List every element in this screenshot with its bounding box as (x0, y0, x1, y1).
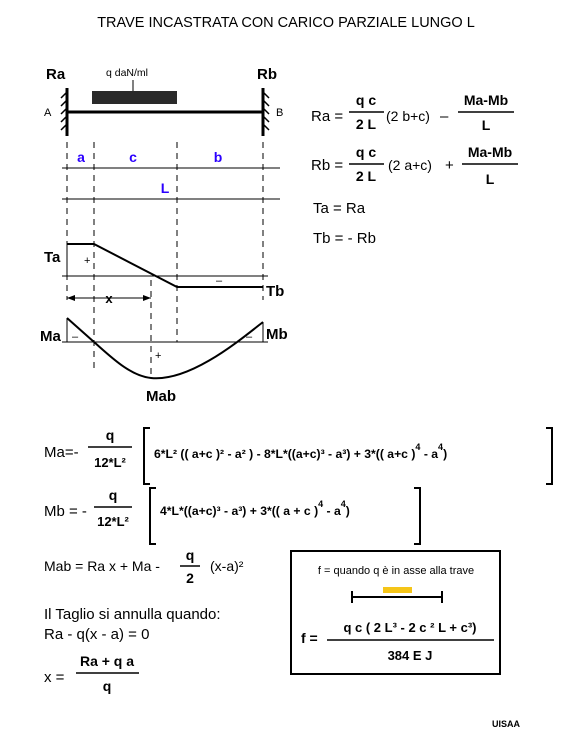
svg-text:2 L: 2 L (355, 168, 377, 184)
svg-text:q: q (108, 487, 118, 503)
svg-text:2 L: 2 L (355, 116, 377, 132)
svg-text:q: q (102, 678, 112, 694)
rb-label: Rb (257, 66, 277, 83)
ta-equation: Ta = Ra (313, 200, 366, 217)
svg-text:Rb =: Rb = (311, 157, 344, 174)
moment-minus-left: – (72, 331, 79, 343)
svg-text:Ra =: Ra = (311, 108, 344, 125)
svg-text:Ma=-: Ma=- (44, 444, 79, 461)
ta-label: Ta (44, 249, 61, 266)
svg-text:(x-a)²: (x-a)² (210, 558, 244, 574)
moment-plus: + (155, 350, 162, 362)
svg-text:+: + (445, 157, 454, 174)
svg-text:f =: f = (301, 630, 318, 646)
page-title: TRAVE INCASTRATA CON CARICO PARZIALE LUNGO L (97, 15, 475, 31)
distributed-load-bar (92, 91, 177, 104)
shear-plus: + (84, 255, 91, 267)
svg-text:(2 b+c): (2 b+c) (386, 108, 430, 124)
deflection-box (291, 551, 500, 674)
moment-minus-right: – (246, 331, 253, 343)
svg-text:x =: x = (44, 669, 65, 686)
mab-formula (44, 547, 244, 586)
svg-text:384 E J: 384 E J (387, 648, 433, 663)
mab-label: Mab (146, 388, 176, 405)
svg-text:L: L (481, 117, 491, 133)
x-formula (44, 653, 139, 694)
deflection-caption: f = quando q è in asse alla trave (317, 565, 475, 577)
mb-formula (44, 487, 420, 544)
shear-minus: – (216, 275, 223, 287)
svg-text:(2 a+c): (2 a+c) (388, 157, 432, 173)
svg-text:Mb = -: Mb = - (44, 503, 87, 520)
support-b-label: B (276, 107, 284, 119)
shear-curve (67, 244, 263, 287)
load-label: q daN/ml (106, 67, 149, 79)
ma-label: Ma (40, 328, 61, 345)
x-label: x (105, 291, 113, 306)
moment-curve (67, 318, 263, 378)
svg-text:L: L (485, 171, 495, 187)
svg-text:q: q (105, 427, 115, 443)
ra-label: Ra (46, 66, 66, 83)
shear-zero-title: Il Taglio si annulla quando: (44, 606, 221, 623)
svg-text:12*L²: 12*L² (94, 455, 126, 470)
segment-b-label: b (213, 149, 223, 165)
svg-text:q: q (185, 547, 195, 563)
support-a-label: A (44, 107, 52, 119)
deflection-load (383, 587, 412, 593)
fixed-support-right (263, 88, 269, 136)
svg-text:q c: q c (355, 92, 377, 108)
rb-formula (311, 144, 518, 187)
svg-text:–: – (440, 108, 449, 125)
segment-a-label: a (77, 149, 85, 165)
svg-text:12*L²: 12*L² (97, 514, 129, 529)
tb-label: Tb (266, 283, 285, 300)
segment-c-label: c (129, 149, 137, 165)
svg-text:Ma-Mb: Ma-Mb (463, 92, 509, 108)
svg-text:Mab = Ra x + Ma -: Mab = Ra x + Ma - (44, 558, 160, 574)
fixed-support-left (61, 88, 67, 136)
svg-text:4*L*((a+c)³ - a³) + 3*(( a + c: 4*L*((a+c)³ - a³) + 3*(( a + c )$^4 - a^4$) (160, 499, 350, 518)
ra-formula (311, 92, 514, 133)
svg-text:2: 2 (186, 570, 194, 586)
mb-label: Mb (266, 326, 288, 343)
shear-zero-equation: Ra - q(x - a) = 0 (44, 626, 150, 643)
svg-text:q c ( 2 L³ - 2 c ² L + c³): q c ( 2 L³ - 2 c ² L + c³) (343, 620, 477, 635)
tb-equation: Tb = - Rb (313, 230, 376, 247)
svg-text:Ma-Mb: Ma-Mb (467, 144, 513, 160)
svg-text:q c: q c (355, 144, 377, 160)
svg-text:6*L² (( a+c )² - a² ) - 8*L*(: 6*L² (( a+c )² - a² ) - 8*L*((a+c)³ - a³) + 3*(( a+c )$^4 - a^4$) (154, 442, 448, 461)
svg-text:Ra + q a: Ra + q a (79, 653, 135, 669)
ma-formula (44, 427, 552, 484)
length-l-label: L (160, 180, 170, 196)
footer-uisaa: UISAA (492, 719, 521, 729)
